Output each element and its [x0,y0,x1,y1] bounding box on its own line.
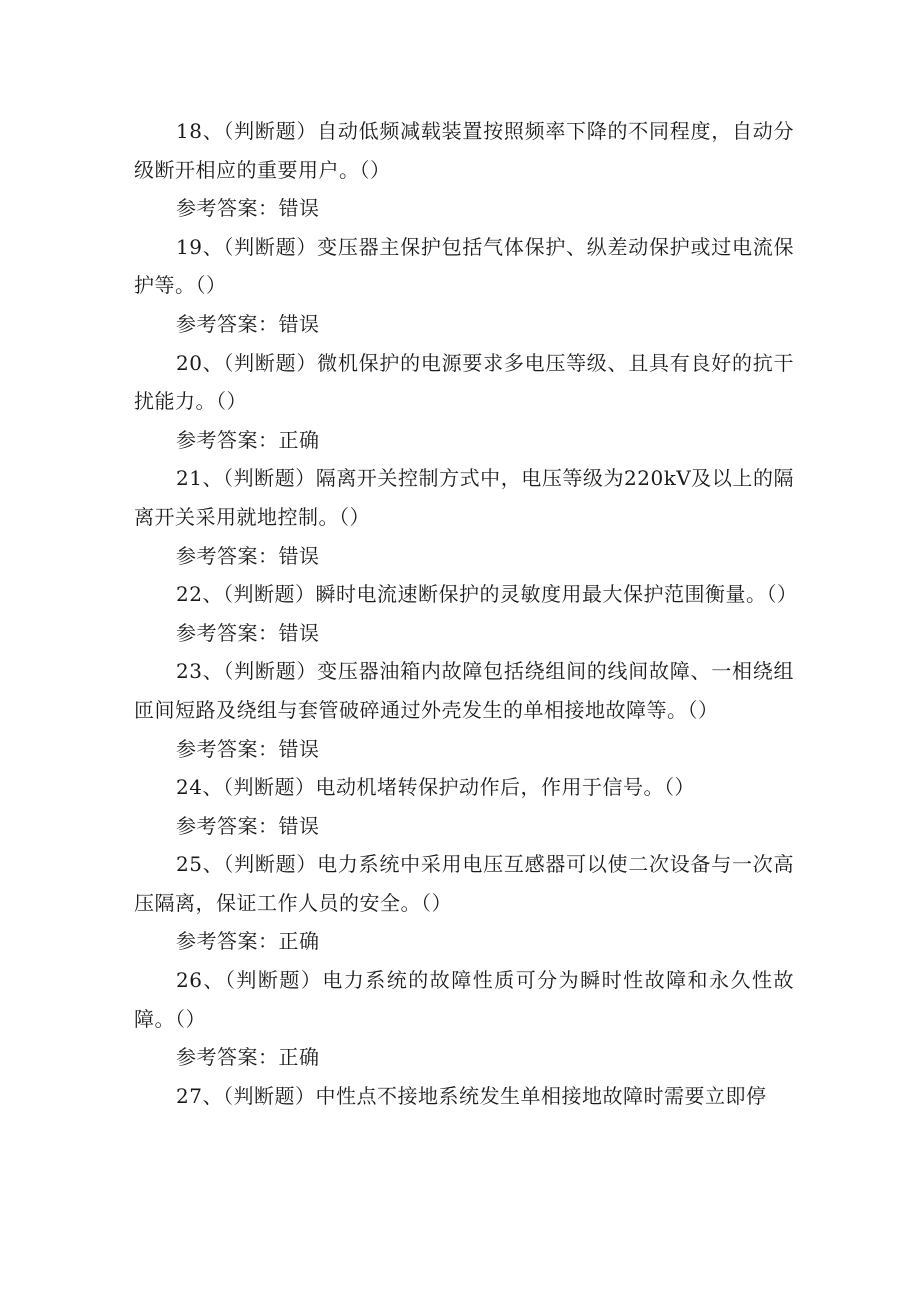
answer-22: 参考答案：错误 [176,620,320,645]
question-19: 19、（判断题）变压器主保护包括气体保护、纵差动保护或过电流保护等。（） [134,234,794,298]
question-22: 22、（判断题）瞬时电流速断保护的灵敏度用最大保护范围衡量。（） [176,582,798,607]
question-25: 25、（判断题）电力系统中采用电压互感器可以使二次设备与一次高压隔离，保证工作人员的安全。（） [134,852,794,915]
question-21: 21、（判断题）隔离开关控制方式中，电压等级为220kV及以上的隔离开关采用就地控制。（） [134,466,794,529]
answer-26: 参考答案：正确 [176,1045,320,1070]
answer-25: 参考答案：正确 [176,929,320,954]
question-26: 26、（判断题）电力系统的故障性质可分为瞬时性故障和永久性故障。（） [134,968,794,1031]
answer-19: 参考答案：错误 [176,311,320,336]
question-23: 23、（判断题）变压器油箱内故障包括绕组间的线间故障、一相绕组匝间短路及绕组与套管破碎通过外壳发生的单相接地故障等。（） [134,659,794,722]
answer-23: 参考答案：错误 [176,736,320,761]
question-27: 27、（判断题）中性点不接地系统发生单相接地故障时需要立即停 [176,1083,767,1108]
answer-20: 参考答案：正确 [176,427,320,452]
question-list [134,112,798,1115]
answer-18: 参考答案：错误 [176,196,320,221]
question-24: 24、（判断题）电动机堵转保护动作后，作用于信号。（） [176,775,695,800]
question-18: 18、（判断题）自动低频减载装置按照频率下降的不同程度，自动分级断开相应的重要用户。（） [134,119,794,182]
answer-24: 参考答案：错误 [176,813,320,838]
question-20: 20、（判断题）微机保护的电源要求多电压等级、且具有良好的抗干扰能力。（） [134,350,794,414]
answer-21: 参考答案：错误 [176,543,320,568]
